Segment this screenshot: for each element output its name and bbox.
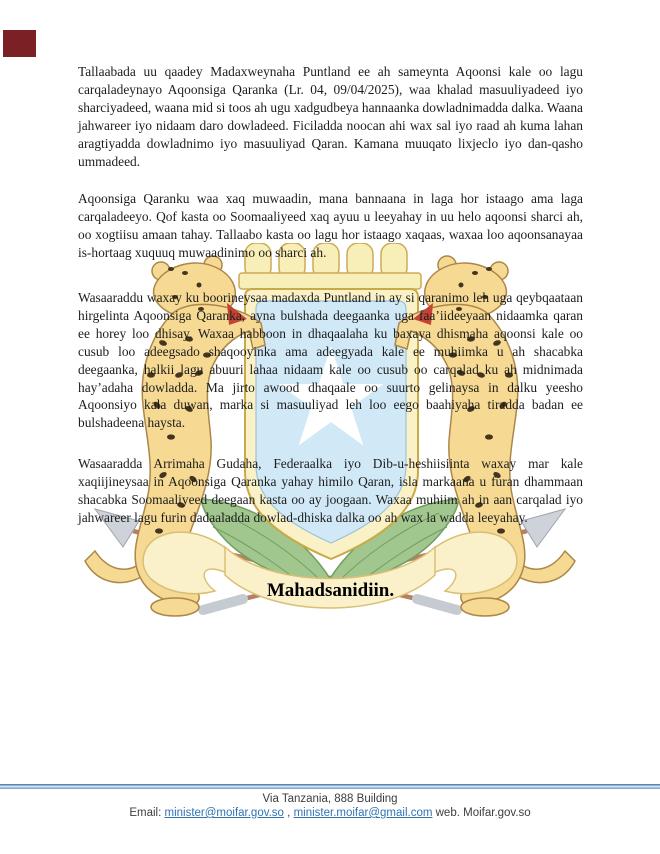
- contact-line: [0, 807, 660, 819]
- page-footer: [0, 784, 660, 819]
- email-label: Email:: [129, 807, 162, 819]
- web-label: web.: [435, 807, 460, 819]
- website-text: Moifar.gov.so: [463, 807, 531, 819]
- red-stamp: [3, 30, 36, 57]
- email-link-primary[interactable]: minister@moifar.gov.so: [164, 807, 284, 819]
- email-separator: ,: [287, 807, 291, 819]
- closing-text: Mahadsanidiin.: [266, 580, 395, 601]
- paragraph-4: Wasaaradda Arrimaha Gudaha, Federaalka iyo Dib-u-heshiisiinta waxay mar kale xaqiijineysaa in Aqoonsiga Qaranka yahay himilo Qaran, isla markaana u furan dhammaan shacabka Soomaaliyeed deegaan kasta oo ay joogaan. Waxaa muhiim ah in aan carqalad iyo jahwareer lagu furin dadaaladda dowlad-dhiska dalka oo ah wax la wadda leeyahay.: [78, 456, 583, 525]
- paragraph-3: Wasaaraddu waxay ku boorineysaa madaxda Puntland in ay si qaranimo leh uga qeybqaataan hirgelinta Aqoonsiga Qaranka, ayna bulshada deegaanka uga faa’iideeyaan nidaamka qaran ee horey loo dhisay. Waxaa habboon in dhaqaalaha ku baxaya dhismaha aqoonsi kale oo cusub loo adeegsado shaqooyinka ama adeegyada kale ee muhiimka u ah shacabka deegaanka, halkii lagu abuuri lahaa nidaam kale oo cusub oo carqalad ku ah midnimada hay’adaha dowladda. Ma jirto awood dhaqaale oo suurto gelinaysa in dalku yeesho Aqoonsiyo kala duwan, marka si masuuliyad leh loo eego baahiyaha tiradda badan ee bulshadeena haysta.: [78, 290, 583, 431]
- paragraph-1: Tallaabada uu qaadey Madaxweynaha Puntland ee ah sameynta Aqoonsi kale oo lagu carqaladeynayo Aqoonsiga Qaranka (Lr. 04, 09/04/2025), waa khalad masuuliyadeed iyo sharciyadeed, waana mid si toos ah ugu xadgudbeya hannaanka dowladnimadda dalka. Waana jahwareer iyo nidaam daro dowladeed. Ficiladda noocan ahi wax sal iyo raad ah kuma lahan aragtiyadda dowladnimo iyo masuuliyad Qaran. Kamana muuqato lixjeclo iyo dan-qasho ummadeed.: [78, 64, 583, 169]
- footer-divider: [0, 784, 660, 789]
- letter-body: [78, 0, 583, 700]
- paragraph-2: Aqoonsiga Qaranku waa xaq muwaadin, mana bannaana in laga hor istaago ama laga carqaladeeyo. Qof kasta oo Soomaaliyeed xaq ayuu u leeyahay in uu helo aqoonsi sharci ah, oo xogtiisu amaan tahay. Tallaabo kasta oo lagu hor istaago xaqaas, waxaa loo aqoonsanayaa is-hortaag xuquuq muwaadinimo oo sharci ah.: [78, 191, 583, 260]
- address-line: Via Tanzania, 888 Building: [262, 793, 398, 805]
- email-link-secondary[interactable]: minister.moifar@gmail.com: [293, 807, 433, 819]
